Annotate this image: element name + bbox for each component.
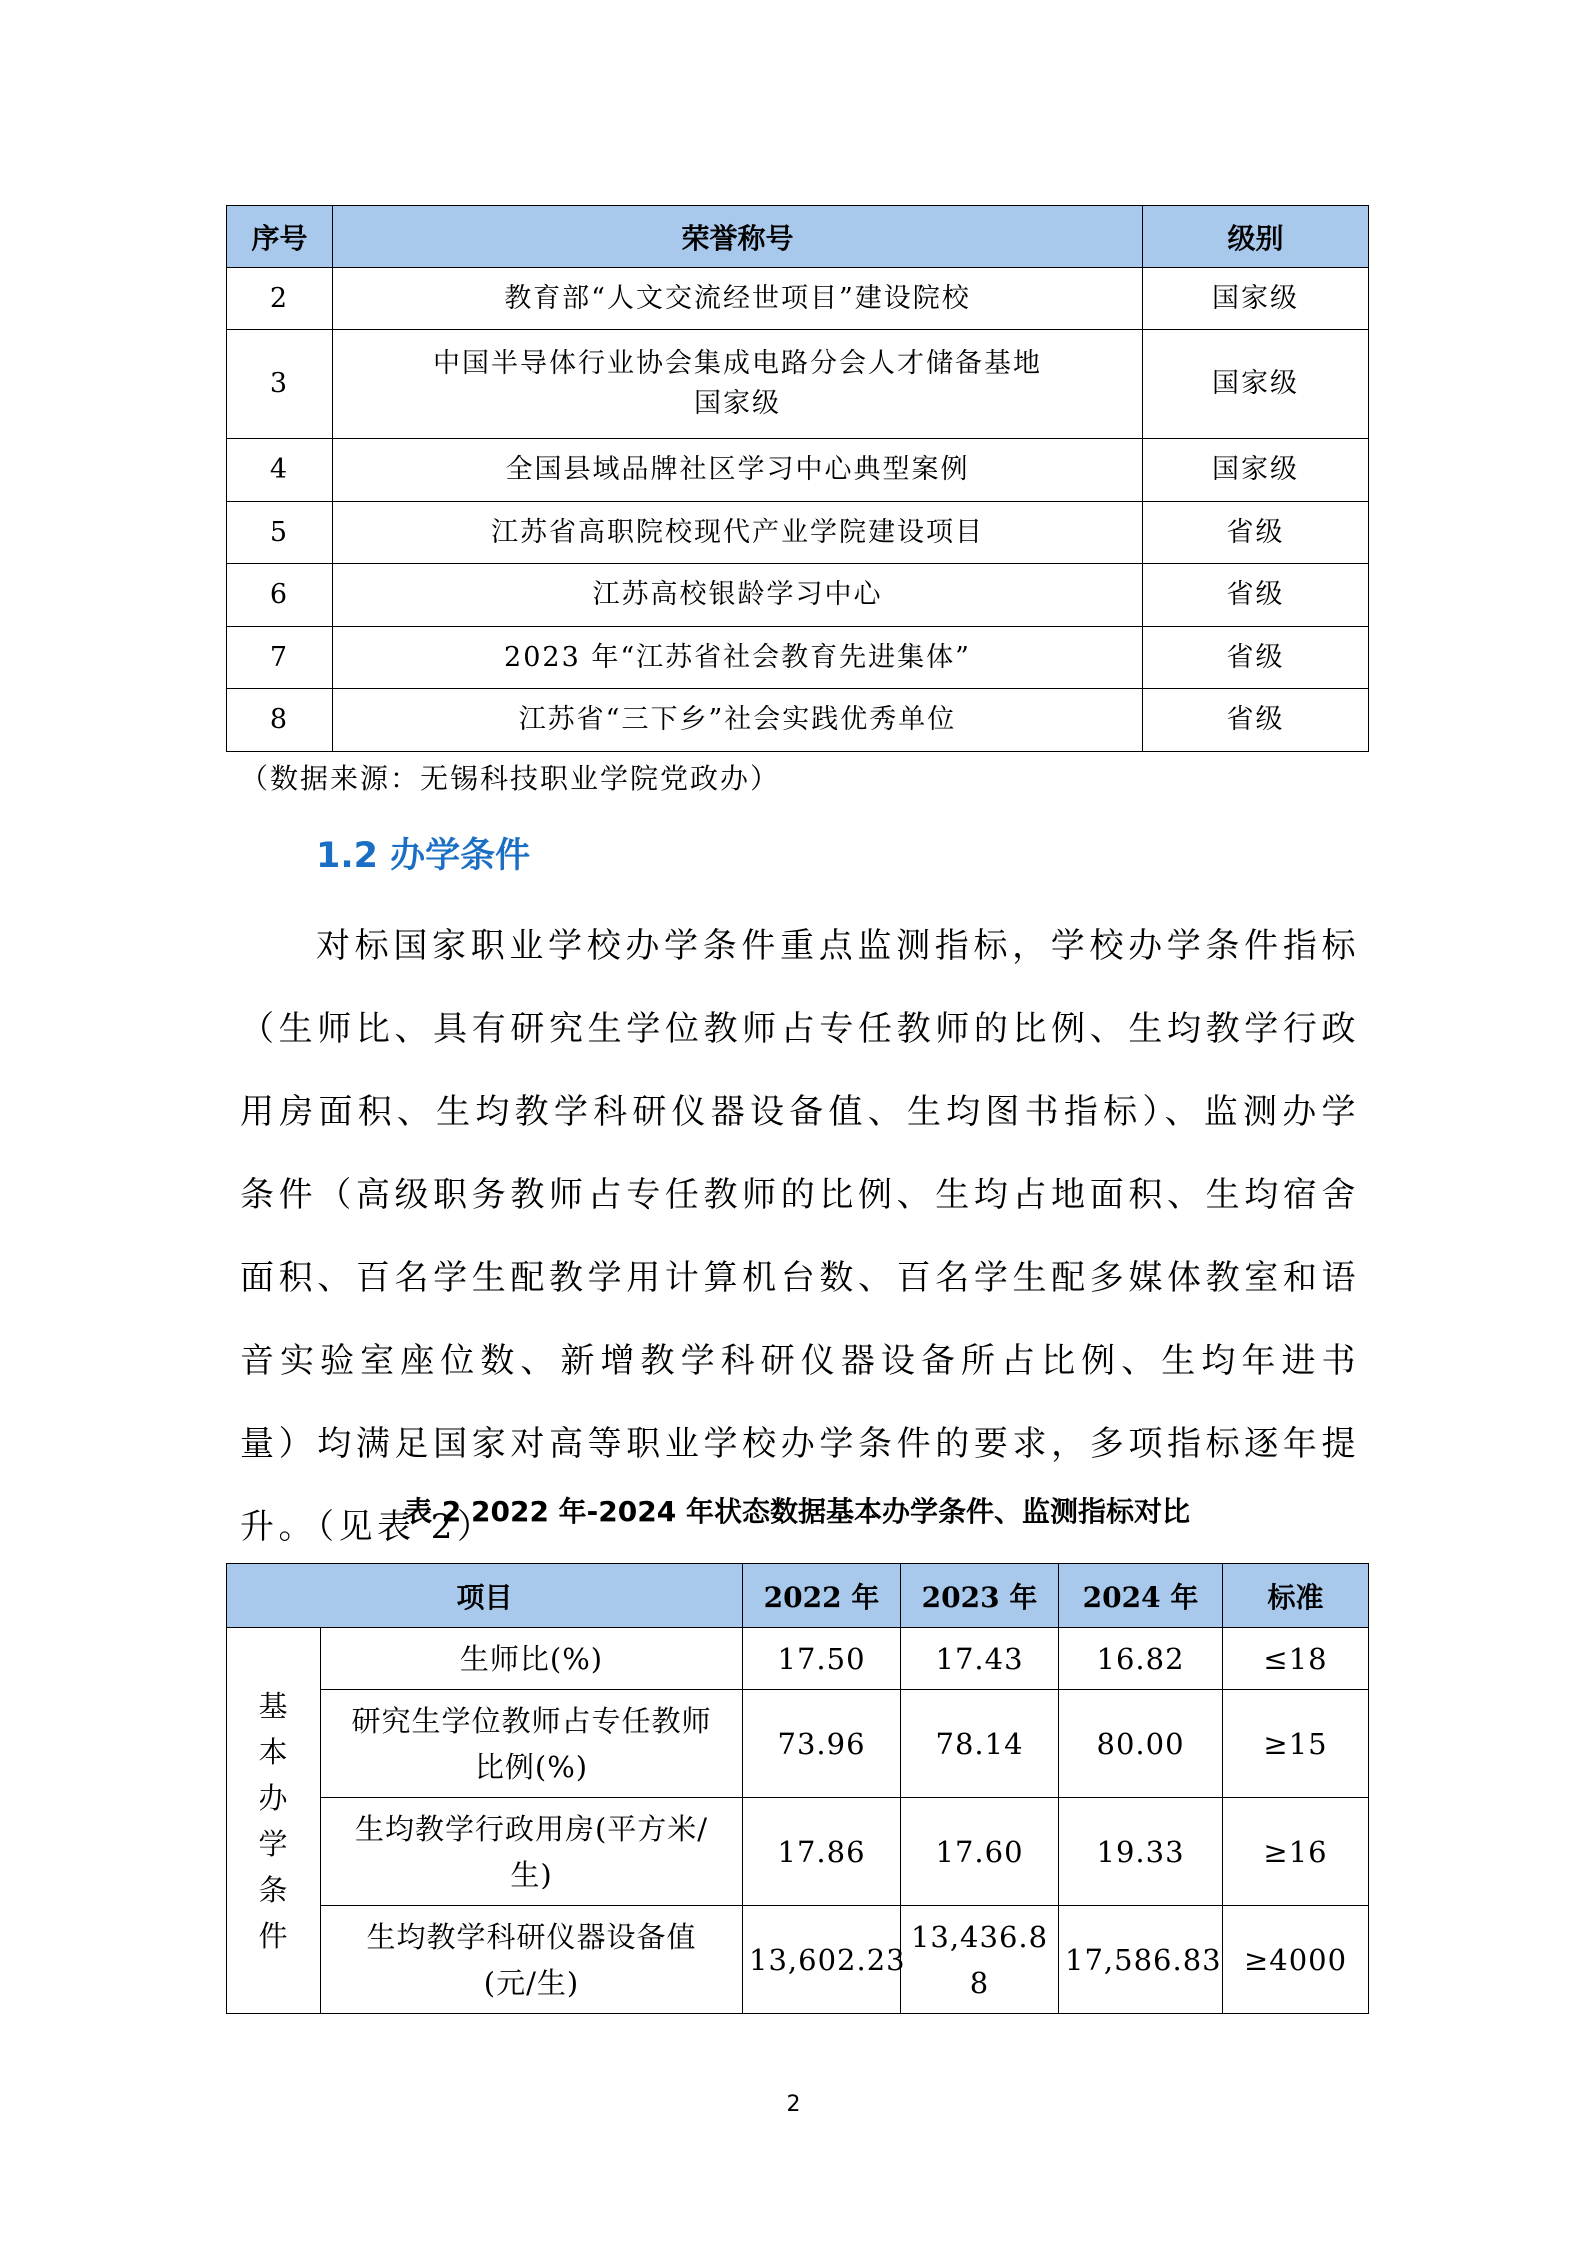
- header-2022: 2022 年: [743, 1564, 901, 1628]
- cell-level: 省级: [1143, 689, 1369, 752]
- cell-title: 江苏省高职院校现代产业学院建设项目: [333, 502, 1143, 564]
- cell-2023-line1: 13,436.8: [910, 1919, 1049, 1954]
- section-heading: 1.2 办学条件: [316, 836, 531, 876]
- table-row: [227, 1628, 1369, 1690]
- cell-item-line1: 生均教学科研仪器设备值: [366, 1919, 697, 1954]
- cell-item: [321, 1906, 743, 2014]
- header-no: 序号: [227, 206, 333, 268]
- honor-table: [226, 205, 1369, 752]
- cell-no: 4: [227, 439, 333, 502]
- data-source-note: （数据来源：无锡科技职业学院党政办）: [240, 762, 781, 795]
- cell-item-line1: 生均教学行政用房(平方米/: [354, 1811, 709, 1846]
- group-label-char: 本: [258, 1734, 289, 1769]
- cell-standard: ≥4000: [1223, 1906, 1369, 2014]
- cell-level: 省级: [1143, 627, 1369, 689]
- cell-2023: 17.43: [901, 1628, 1059, 1690]
- cell-item: 生师比(%): [321, 1628, 743, 1690]
- cell-2022: 17.50: [743, 1628, 901, 1690]
- cell-no: 7: [227, 627, 333, 689]
- group-label-char: 件: [258, 1918, 289, 1953]
- cell-title: [333, 330, 1143, 439]
- table-row: [227, 689, 1369, 752]
- header-standard: 标准: [1223, 1564, 1369, 1628]
- table-row: [227, 627, 1369, 689]
- table-row: [227, 1906, 1369, 2014]
- conditions-table-header: [227, 1564, 1369, 1628]
- group-label-char: 基: [258, 1688, 289, 1723]
- group-label-char: 条: [258, 1872, 289, 1907]
- honor-table-header: [227, 206, 1369, 268]
- header-level: 级别: [1143, 206, 1369, 268]
- cell-title: 江苏高校银龄学习中心: [333, 564, 1143, 627]
- table-row: [227, 564, 1369, 627]
- cell-title-line2: 国家级: [694, 388, 781, 419]
- cell-level: 国家级: [1143, 330, 1369, 439]
- table-row: [227, 439, 1369, 502]
- cell-item-line2: (元/生): [483, 1965, 580, 2000]
- cell-item: [321, 1798, 743, 1906]
- cell-level: 省级: [1143, 564, 1369, 627]
- cell-title: 教育部“人文交流经世项目”建设院校: [333, 268, 1143, 330]
- cell-no: 6: [227, 564, 333, 627]
- table-row: [227, 1798, 1369, 1906]
- cell-2022: 17.86: [743, 1798, 901, 1906]
- cell-2024: 16.82: [1059, 1628, 1223, 1690]
- body-paragraph: 对标国家职业学校办学条件重点监测指标，学校办学条件指标（生师比、具有研究生学位教师占专任教师的比例、生均教学行政用房面积、生均教学科研仪器设备值、生均图书指标）、监测办学条件（高级职务教师占专任教师的比例、生均占地面积、生均宿舍面积、百名学生配教学用计算机台数、百名学生配多媒体教室和语音实验室座位数、新增教学科研仪器设备所占比例、生均年进书量）均满足国家对高等职业学校办学条件的要求，多项指标逐年提升。（见表 2）: [240, 926, 1360, 1547]
- cell-2023: [901, 1906, 1059, 2014]
- cell-2024: 19.33: [1059, 1798, 1223, 1906]
- cell-no: 3: [227, 330, 333, 439]
- cell-2023: 17.60: [901, 1798, 1059, 1906]
- cell-item-line2: 生): [510, 1857, 553, 1892]
- cell-item: [321, 1690, 743, 1798]
- group-label-char: 办: [258, 1780, 289, 1815]
- cell-title: 江苏省“三下乡”社会实践优秀单位: [333, 689, 1143, 752]
- cell-item-line1: 研究生学位教师占专任教师: [351, 1703, 712, 1738]
- cell-no: 2: [227, 268, 333, 330]
- table-row: [227, 268, 1369, 330]
- cell-standard: ≤18: [1223, 1628, 1369, 1690]
- cell-level: 国家级: [1143, 268, 1369, 330]
- cell-standard: ≥16: [1223, 1798, 1369, 1906]
- table-row: [227, 330, 1369, 439]
- group-label-char: 学: [258, 1826, 289, 1861]
- table-caption: 表 2 2022 年-2024 年状态数据基本办学条件、监测指标对比: [404, 1495, 1190, 1528]
- header-item: 项目: [227, 1564, 743, 1628]
- cell-2022: 73.96: [743, 1690, 901, 1798]
- group-label: [227, 1628, 321, 2014]
- cell-title: 全国县域品牌社区学习中心典型案例: [333, 439, 1143, 502]
- table-row: [227, 1690, 1369, 1798]
- cell-2023: 78.14: [901, 1690, 1059, 1798]
- cell-level: 省级: [1143, 502, 1369, 564]
- cell-no: 8: [227, 689, 333, 752]
- cell-2022: 13,602.23: [743, 1906, 901, 2014]
- cell-level: 国家级: [1143, 439, 1369, 502]
- cell-2023-line2: 8: [969, 1965, 990, 2000]
- header-title: 荣誉称号: [333, 206, 1143, 268]
- cell-title-line1: 中国半导体行业协会集成电路分会人才储备基地: [433, 348, 1042, 379]
- header-2024: 2024 年: [1059, 1564, 1223, 1628]
- cell-item-line2: 比例(%): [474, 1749, 589, 1784]
- cell-2024: 17,586.83: [1059, 1906, 1223, 2014]
- page-number: 2: [786, 2092, 801, 2117]
- cell-2024: 80.00: [1059, 1690, 1223, 1798]
- cell-title: 2023 年“江苏省社会教育先进集体”: [333, 627, 1143, 689]
- cell-no: 5: [227, 502, 333, 564]
- header-2023: 2023 年: [901, 1564, 1059, 1628]
- table-row: [227, 502, 1369, 564]
- cell-standard: ≥15: [1223, 1690, 1369, 1798]
- conditions-table: [226, 1563, 1369, 2014]
